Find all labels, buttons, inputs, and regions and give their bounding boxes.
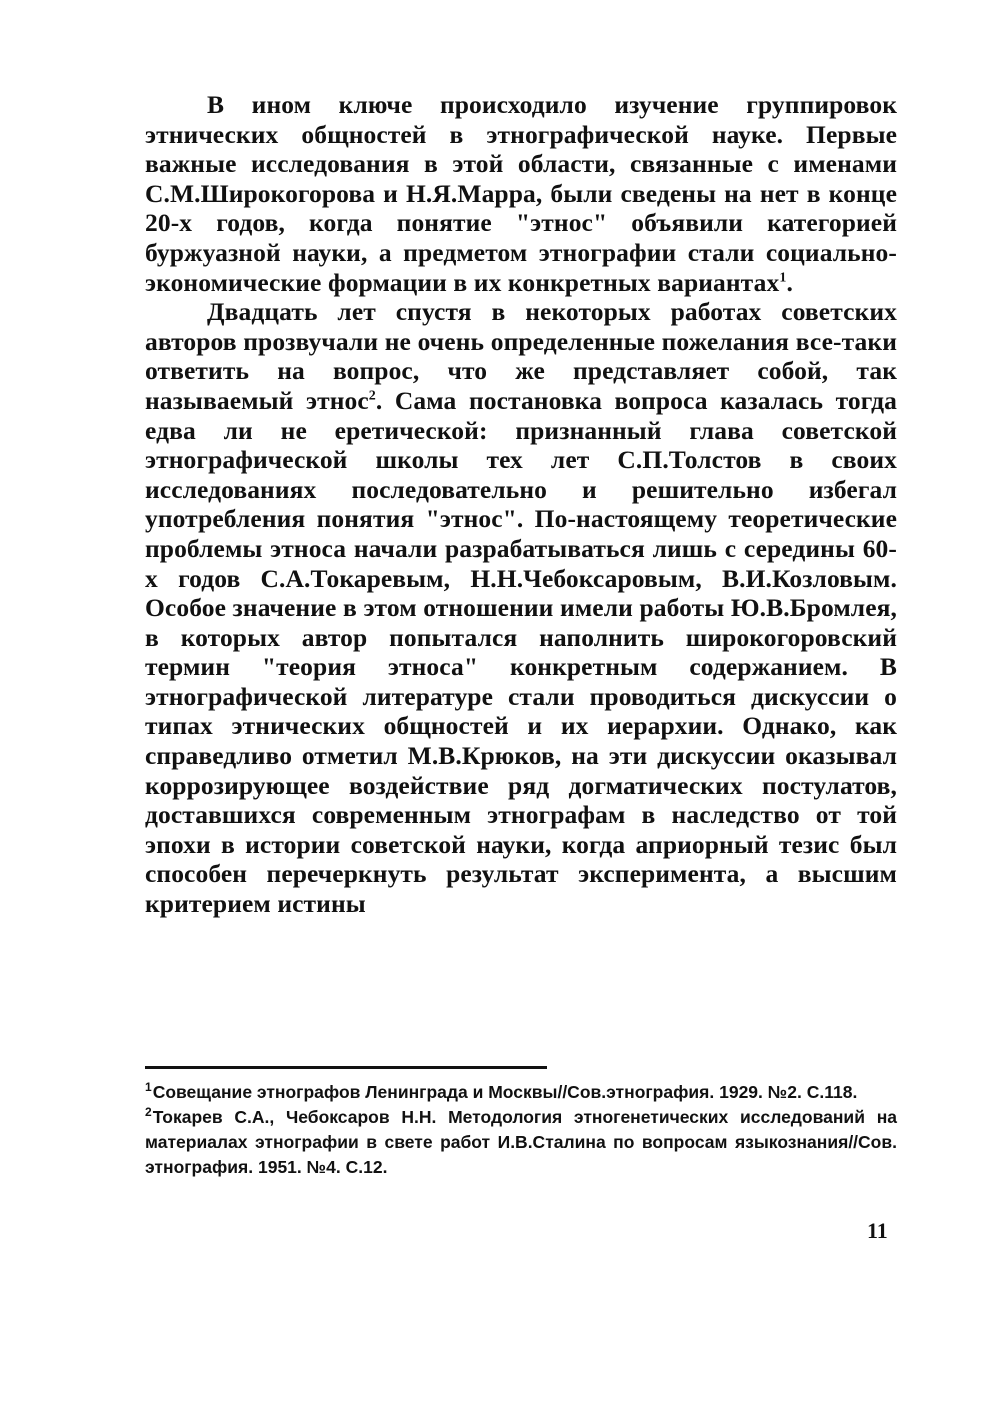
footnote-1-mark: 1 xyxy=(145,1080,152,1095)
footnote-1-text: Совещание этнографов Ленинграда и Москвы//Сов.этнография. 1929. №2. С.118. xyxy=(152,1082,858,1102)
footnote-2 xyxy=(145,1105,897,1180)
paragraph-1-text: В ином ключе происходило изучение группировок этнических общностей в этнографической науке. Первые важные исследования в этой области, связанные с именами С.М.Широкогорова и Н.Я.Марра, были сведены на нет в конце 20-х годов, когда понятие "этнос" объявили категорией буржуазной науки, а предметом этнографии стали социально-экономические формации в их конкретных вариантах xyxy=(145,90,897,297)
footnote-1 xyxy=(145,1080,897,1105)
footnote-ref-1: 1 xyxy=(779,270,787,286)
footnote-2-text: Токарев С.А., Чебоксаров Н.Н. Методология этногенетических исследований на материалах этнографии в свете работ И.В.Сталина по вопросам языкознания//Сов. этнография. 1951. №4. С.12. xyxy=(145,1107,897,1177)
footnote-2-mark: 2 xyxy=(145,1105,152,1120)
paragraph-1-end: . xyxy=(786,267,793,297)
footnote-separator xyxy=(145,1066,547,1069)
footnote-ref-2: 2 xyxy=(368,388,376,404)
paragraph-1 xyxy=(145,90,897,297)
footnotes xyxy=(145,1080,897,1180)
paragraph-2 xyxy=(145,297,897,918)
paragraph-2-text: Двадцать лет спустя в некоторых работах советских авторов прозвучали не очень определенные пожелания все-таки ответить на вопрос, что же представляет собой, так называемый этнос xyxy=(145,297,897,415)
page-number: 11 xyxy=(867,1218,888,1243)
main-text xyxy=(145,90,897,919)
paragraph-2-continuation: . Сама постановка вопроса казалась тогда едва ли не еретической: признанный глава советской этнографической школы тех лет С.П.Толстов в своих исследованиях последовательно и решительно избегал употребления понятия "этнос". По-настоящему теоретические проблемы этноса начали разрабатываться лишь с середины 60-х годов С.А.Токаревым, Н.Н.Чебоксаровым, В.И.Козловым. Особое значение в этом отношении имели работы Ю.В.Бромлея, в которых автор попытался наполнить широкогоровский термин "теория этноса" конкретным содержанием. В этнографической литературе стали проводиться дискуссии о типах этнических общностей и их иерархии. Однако, как справедливо отметил М.В.Крюков, на эти дискуссии оказывал коррозирующее воздействие ряд догматических постулатов, доставшихся современным этнографам в наследство от той эпохи в истории советской науки, когда априорный тезис был способен перечеркнуть результат эксперимента, а высшим критерием истины xyxy=(145,385,897,919)
